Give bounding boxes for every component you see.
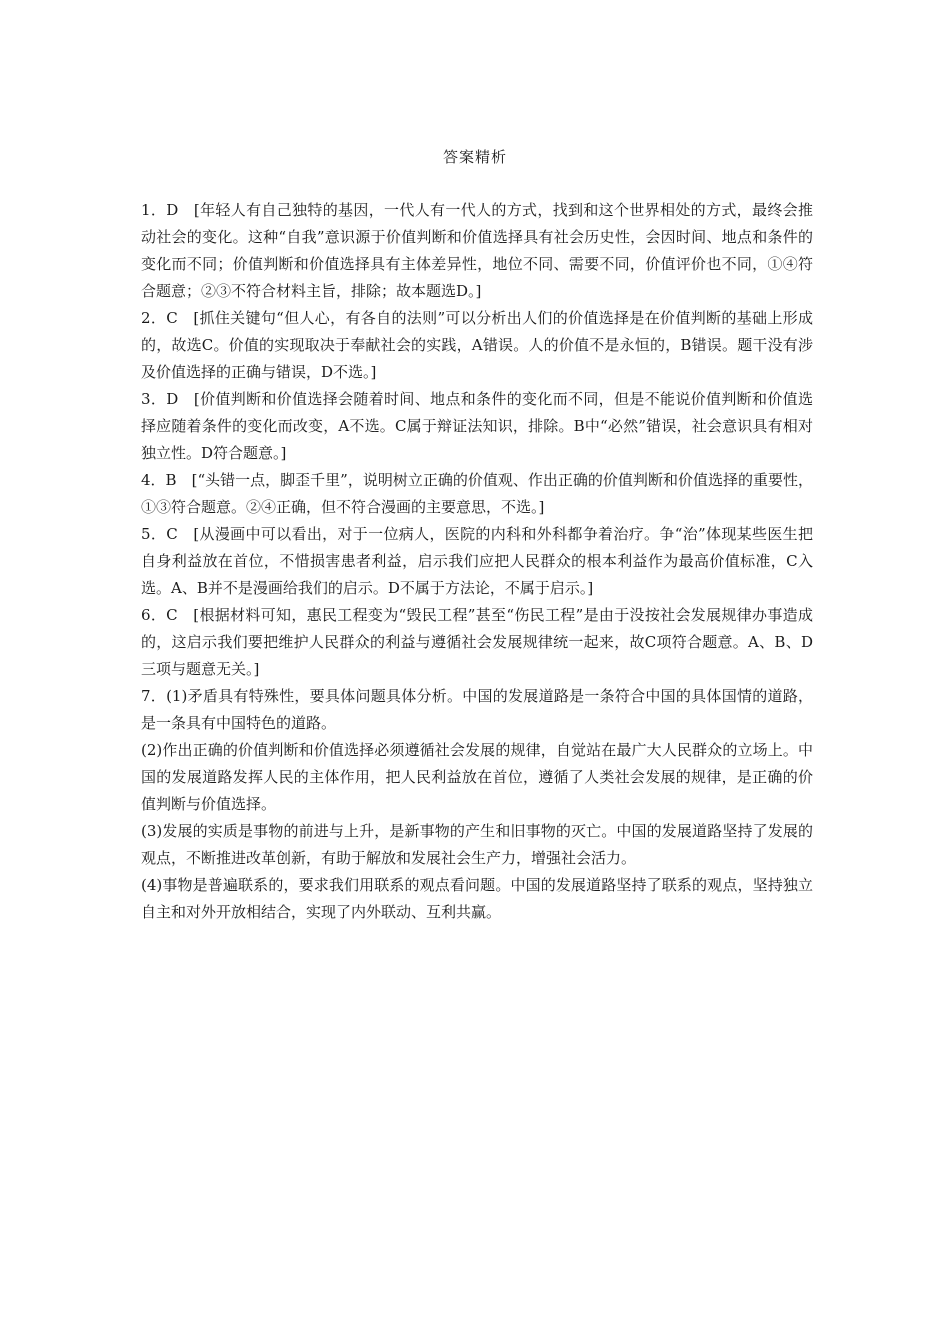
- answer-7-part-1: [141, 683, 813, 737]
- answer-1: [141, 197, 813, 305]
- answer-7-part-3-text: (3)发展的实质是事物的前进与上升，是新事物的产生和旧事物的灭亡。中国的发展道路坚持了发展的观点，不断推进改革创新，有助于解放和发展社会生产力，增强社会活力。: [141, 822, 813, 867]
- answer-2-text: 2．C [抓住关键句“但人心，有各自的法则”可以分析出人们的价值选择是在价值判断的基础上形成的，故选C。价值的实现取决于奉献社会的实践，A错误。人的价值不是永恒的，B错误。题干没有涉及价值选择的正确与错误，D不选。]: [141, 309, 813, 381]
- answer-4-text: 4．B [“头错一点，脚歪千里”，说明树立正确的价值观、作出正确的价值判断和价值选择的重要性，①③符合题意。②④正确，但不符合漫画的主要意思，不选。]: [141, 471, 813, 516]
- answer-list: [141, 197, 813, 926]
- answer-3: [141, 386, 813, 467]
- answer-7-part-4: [141, 872, 813, 926]
- answer-7-part-2: [141, 737, 813, 818]
- answer-2: [141, 305, 813, 386]
- answer-5-text: 5．C [从漫画中可以看出，对于一位病人，医院的内科和外科都争着治疗。争“治”体现某些医生把自身利益放在首位，不惜损害患者利益，启示我们应把人民群众的根本利益作为最高价值标准，C入选。A、B并不是漫画给我们的启示。D不属于方法论，不属于启示。]: [141, 525, 813, 597]
- answer-4: [141, 467, 813, 521]
- page-title: 答案精析: [442, 148, 507, 166]
- answer-7-part-4-text: (4)事物是普遍联系的，要求我们用联系的观点看问题。中国的发展道路坚持了联系的观点，坚持独立自主和对外开放相结合，实现了内外联动、互利共赢。: [141, 876, 813, 921]
- answer-6-text: 6．C [根据材料可知，惠民工程变为“毁民工程”甚至“伤民工程”是由于没按社会发展规律办事造成的，这启示我们要把维护人民群众的利益与遵循社会发展规律统一起来，故C项符合题意。A、B、D三项与题意无关。]: [141, 606, 813, 678]
- answer-1-text: 1．D [年轻人有自己独特的基因，一代人有一代人的方式，找到和这个世界相处的方式，最终会推动社会的变化。这种“自我”意识源于价值判断和价值选择具有社会历史性，会因时间、地点和条件的变化而不同；价值判断和价值选择具有主体差异性，地位不同、需要不同，价值评价也不同，①④符合题意；②③不符合材料主旨，排除；故本题选D。]: [141, 201, 813, 300]
- answer-7-part-2-text: (2)作出正确的价值判断和价值选择必须遵循社会发展的规律，自觉站在最广大人民群众的立场上。中国的发展道路发挥人民的主体作用，把人民利益放在首位，遵循了人类社会发展的规律，是正确的价值判断与价值选择。: [141, 741, 813, 813]
- answer-7-part-3: [141, 818, 813, 872]
- answer-5: [141, 521, 813, 602]
- answer-6: [141, 602, 813, 683]
- answer-7-part-1-text: 7．(1)矛盾具有特殊性，要具体问题具体分析。中国的发展道路是一条符合中国的具体国情的道路，是一条具有中国特色的道路。: [141, 687, 813, 732]
- answer-3-text: 3．D [价值判断和价值选择会随着时间、地点和条件的变化而不同，但是不能说价值判断和价值选择应随着条件的变化而改变，A不选。C属于辩证法知识，排除。B中“必然”错误，社会意识具有相对独立性。D符合题意。]: [141, 390, 813, 462]
